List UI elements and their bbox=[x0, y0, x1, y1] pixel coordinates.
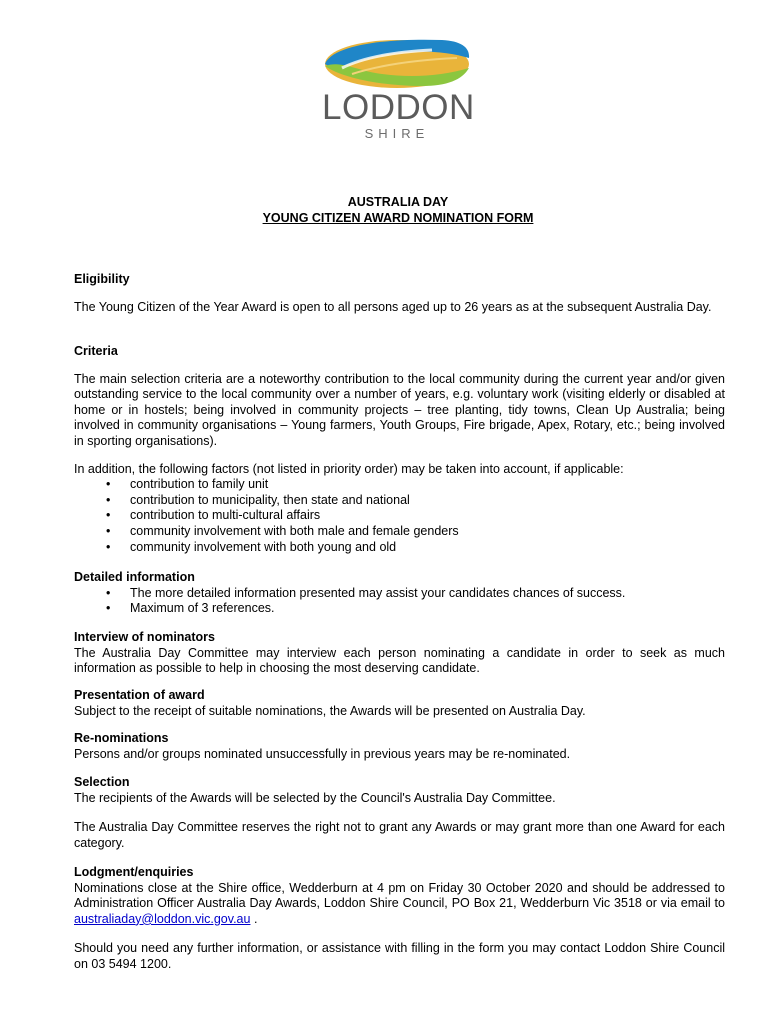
detailed-list bbox=[74, 586, 725, 617]
presentation-heading: Presentation of award bbox=[74, 688, 205, 702]
interview-section bbox=[74, 630, 725, 677]
lodgment-text bbox=[74, 881, 725, 928]
criteria-heading: Criteria bbox=[74, 344, 118, 358]
list-item: • community involvement with both young and old bbox=[130, 540, 725, 556]
lodgment-text-main: Nominations close at the Shire office, Wedderburn at 4 pm on Friday 30 October 2020 and should be addressed to Administration Officer Australia Day Awards, Loddon Shire Council, PO Box 21, Wedderburn Vic 3518 or via email to bbox=[74, 880, 725, 911]
eligibility-heading: Eligibility bbox=[74, 272, 130, 286]
selection-section bbox=[74, 775, 725, 851]
detailed-heading: Detailed information bbox=[74, 570, 195, 584]
list-item: • contribution to municipality, then state and national bbox=[130, 493, 725, 509]
lodgment-section bbox=[74, 865, 725, 973]
lodgment-text-end: . bbox=[253, 911, 258, 926]
form-title-line1: AUSTRALIA DAY bbox=[347, 195, 449, 209]
detailed-section bbox=[74, 570, 725, 617]
selection-text: The recipients of the Awards will be selected by the Council's Australia Day Committee. bbox=[74, 790, 556, 805]
logo-swoosh-icon bbox=[322, 38, 472, 94]
interview-text: The Australia Day Committee may interview each person nominating a candidate in order to seek as much information as possible to help in choosing the most deserving candidate. bbox=[74, 645, 725, 676]
renominations-heading: Re-nominations bbox=[74, 731, 169, 745]
logo-subtitle: SHIRE bbox=[364, 126, 430, 141]
criteria-factors-intro: In addition, the following factors (not listed in priority order) may be taken into account, if applicable: bbox=[74, 461, 624, 476]
eligibility-text: The Young Citizen of the Year Award is open to all persons aged up to 26 years as at the subsequent Australia Day. bbox=[74, 299, 712, 314]
presentation-section bbox=[74, 688, 725, 719]
criteria-text: The main selection criteria are a noteworthy contribution to the local community during the current year and/or given outstanding service to the local community over a number of years, e.g. voluntary work (visiting elderly or disabled at home or in hostels; being involved in community projects – tree planting, tidy towns, Clean Up Australia; being involved in community organisations – Young farmers, Youth Groups, Fire brigade, Apex, Rotary, etc.; being involved in sporting organisations). bbox=[74, 371, 725, 448]
eligibility-section bbox=[74, 272, 725, 315]
criteria-factors-list bbox=[74, 477, 725, 555]
lodgment-contact-text: Should you need any further information, or assistance with filling in the form you may contact Loddon Shire Council on 03 5494 1200. bbox=[74, 941, 725, 971]
logo-wordmark: LODDON bbox=[322, 88, 475, 127]
presentation-text: Subject to the receipt of suitable nominations, the Awards will be presented on Australia Day. bbox=[74, 703, 586, 718]
form-title-line2: YOUNG CITIZEN AWARD NOMINATION FORM bbox=[262, 211, 534, 225]
list-item: • Maximum of 3 references. bbox=[130, 601, 725, 617]
loddon-shire-logo bbox=[322, 38, 475, 144]
list-item: • contribution to multi-cultural affairs bbox=[130, 508, 725, 524]
criteria-section bbox=[74, 344, 725, 555]
list-item: • contribution to family unit bbox=[130, 477, 725, 493]
renominations-text: Persons and/or groups nominated unsuccessfully in previous years may be re-nominated. bbox=[74, 746, 571, 761]
selection-text-2: The Australia Day Committee reserves the right not to grant any Awards or may grant more than one Award for each category. bbox=[74, 820, 725, 850]
email-link[interactable]: australiaday@loddon.vic.gov.au bbox=[74, 911, 251, 926]
lodgment-heading: Lodgment/enquiries bbox=[74, 865, 194, 879]
selection-heading: Selection bbox=[74, 775, 130, 789]
interview-heading: Interview of nominators bbox=[74, 630, 215, 644]
list-item: • The more detailed information presented may assist your candidates chances of success. bbox=[130, 586, 725, 602]
renominations-section bbox=[74, 731, 725, 762]
list-item: • community involvement with both male and female genders bbox=[130, 524, 725, 540]
